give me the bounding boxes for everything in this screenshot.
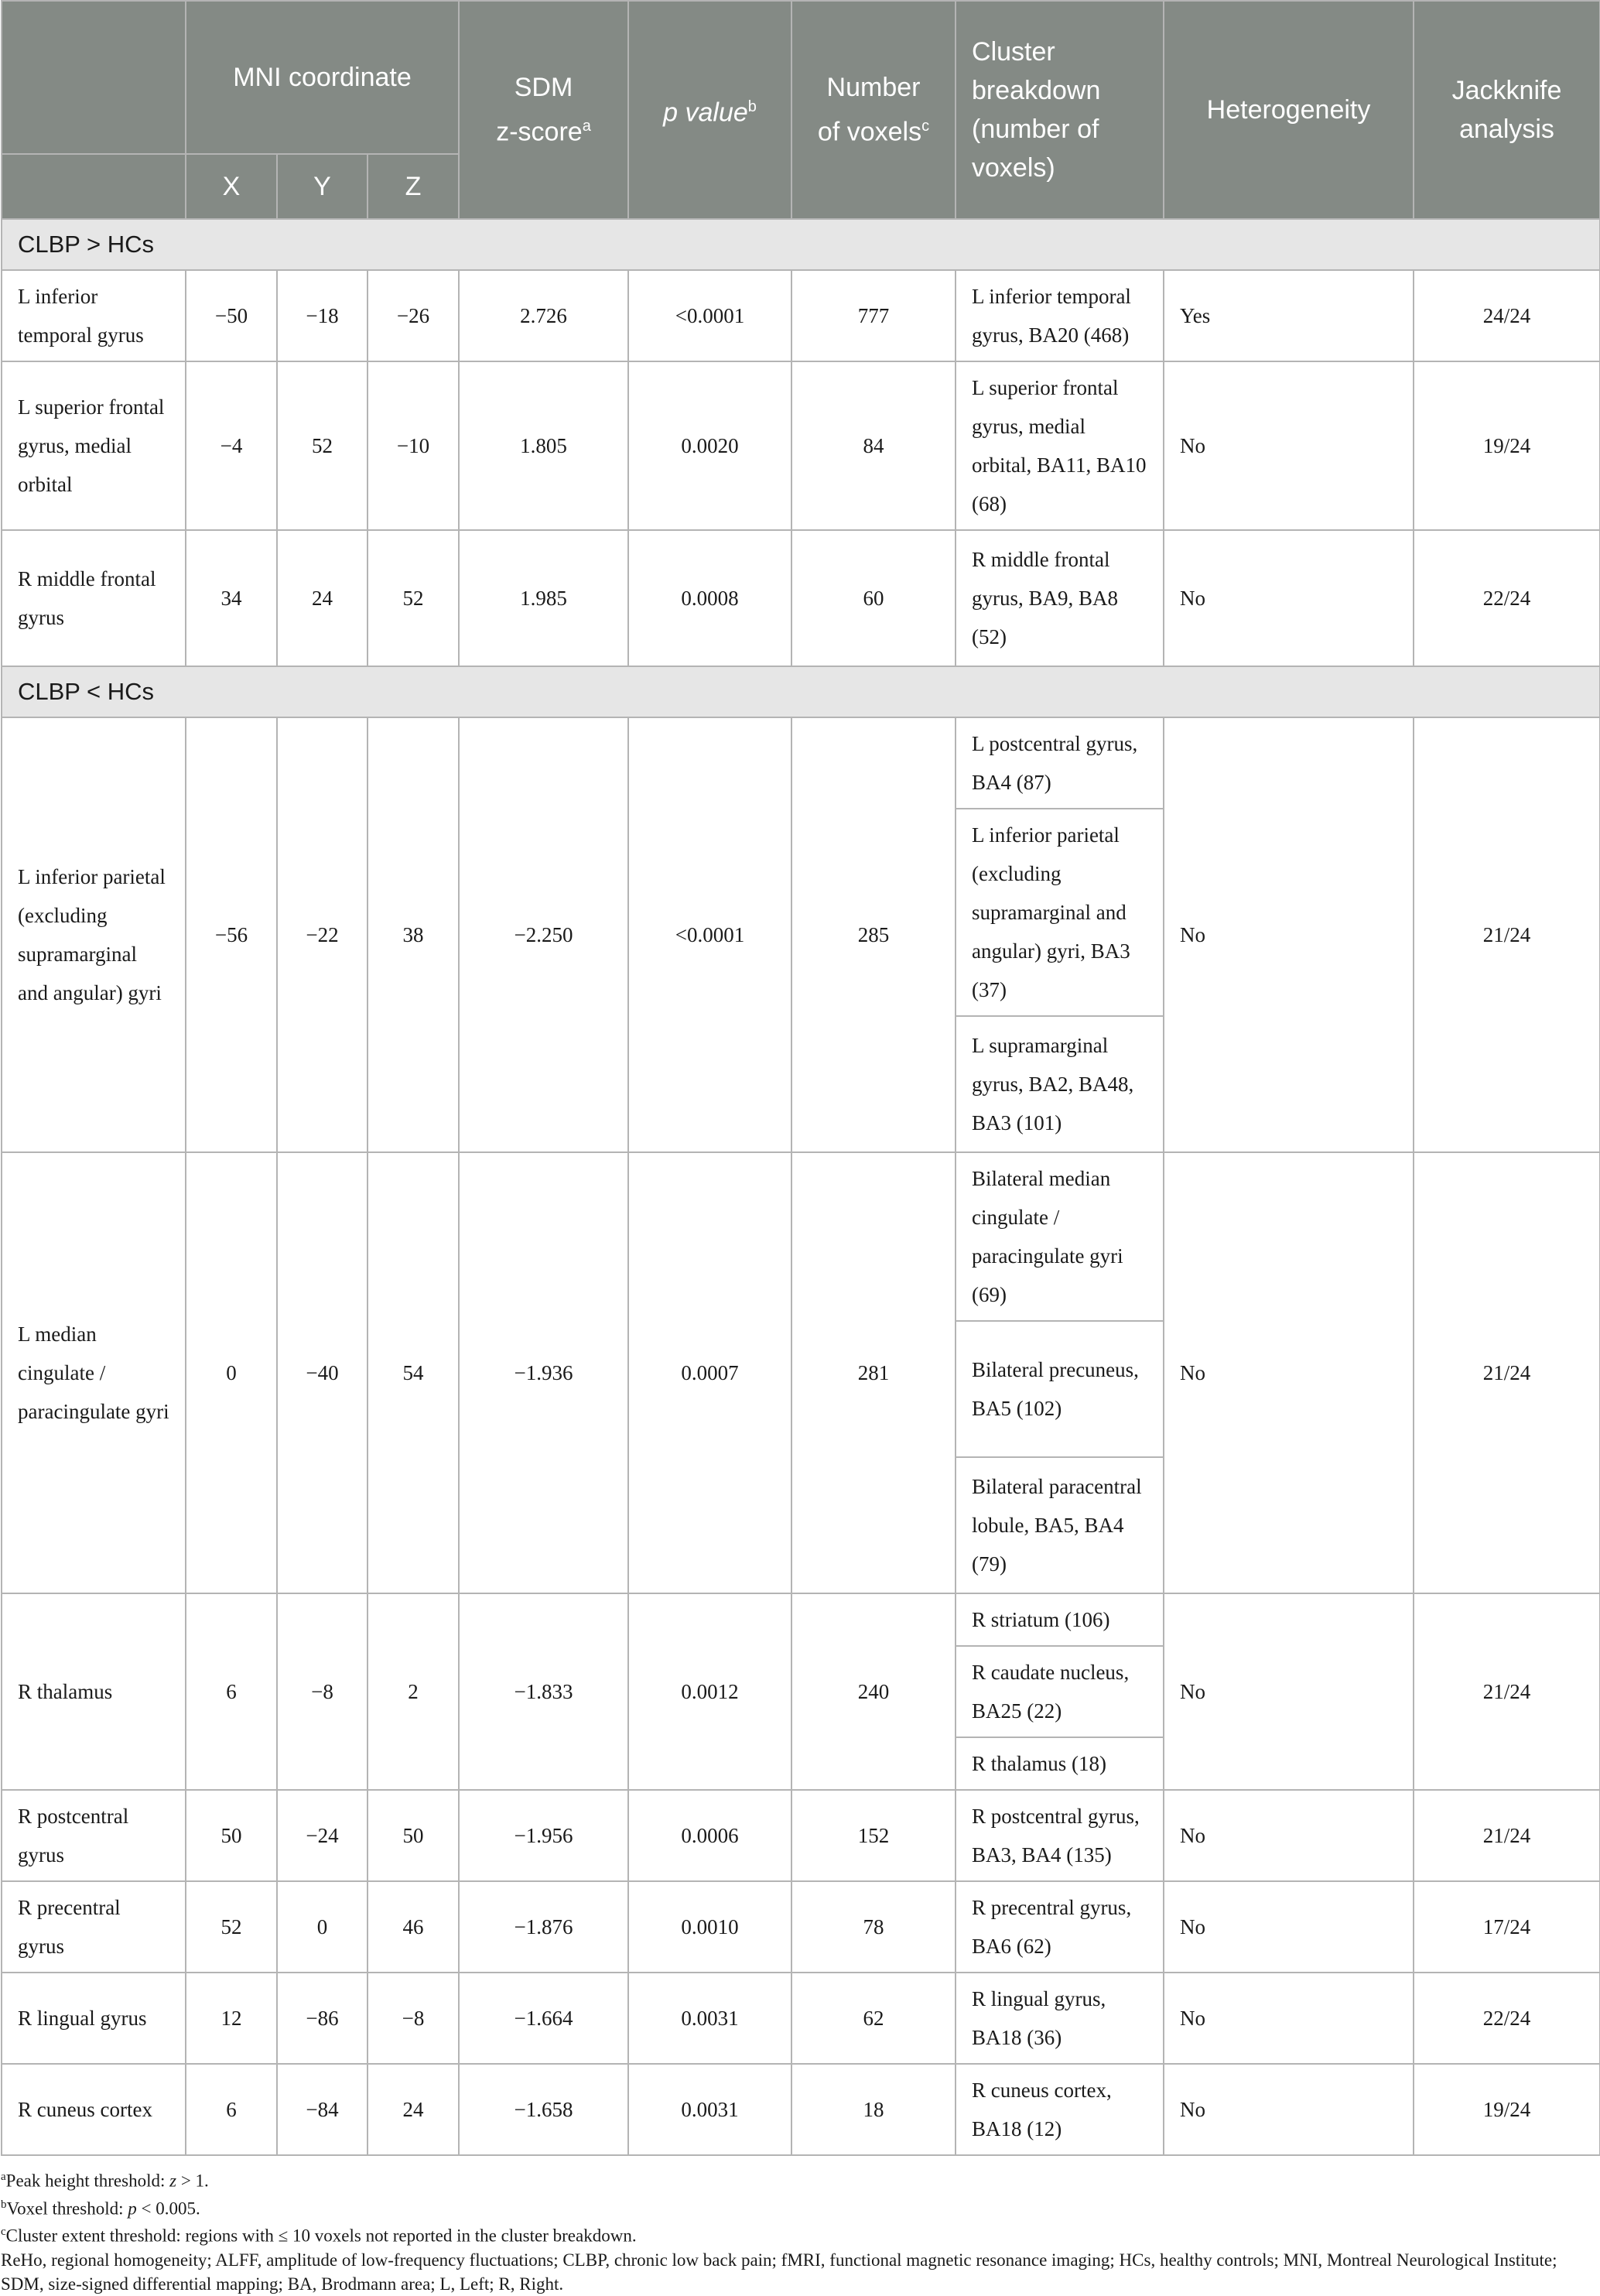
table-row bbox=[2, 1152, 1600, 1321]
section-title: CLBP > HCs bbox=[2, 219, 1600, 270]
table-row bbox=[2, 530, 1600, 666]
voxels-cell: 78 bbox=[791, 1881, 956, 1973]
region-cell: R cuneus cortex bbox=[2, 2064, 186, 2155]
voxels-cell: 60 bbox=[791, 530, 956, 666]
region-cell: R lingual gyrus bbox=[2, 1973, 186, 2064]
jackknife-cell: 21/24 bbox=[1414, 717, 1600, 1152]
header-number-of-voxels: Number of voxels$^c$ bbox=[791, 1, 956, 219]
section-title: CLBP < HCs bbox=[2, 666, 1600, 717]
mni-z-cell: 50 bbox=[368, 1790, 459, 1881]
mni-y-cell: −18 bbox=[277, 270, 368, 361]
mni-y-cell: −24 bbox=[277, 1790, 368, 1881]
jackknife-cell: 19/24 bbox=[1414, 361, 1600, 530]
heterogeneity-cell: Yes bbox=[1164, 270, 1414, 361]
heterogeneity-cell: No bbox=[1164, 717, 1414, 1152]
mni-x-cell: 52 bbox=[186, 1881, 277, 1973]
mni-x-cell: −50 bbox=[186, 270, 277, 361]
header-region-blank-lower bbox=[2, 154, 186, 219]
header-p-value: p value$^b$ bbox=[628, 1, 791, 219]
sdm-zscore-cell: −1.833 bbox=[459, 1593, 628, 1790]
section-row bbox=[2, 666, 1600, 717]
results-table bbox=[1, 0, 1600, 2156]
voxels-cell: 240 bbox=[791, 1593, 956, 1790]
sdm-zscore-cell: −1.956 bbox=[459, 1790, 628, 1881]
voxels-cell: 281 bbox=[791, 1152, 956, 1593]
mni-x-cell: 6 bbox=[186, 1593, 277, 1790]
p-value-cell: 0.0031 bbox=[628, 2064, 791, 2155]
mni-y-cell: −84 bbox=[277, 2064, 368, 2155]
heterogeneity-cell: No bbox=[1164, 1973, 1414, 2064]
mni-z-cell: 2 bbox=[368, 1593, 459, 1790]
mni-z-cell: 38 bbox=[368, 717, 459, 1152]
voxels-cell: 62 bbox=[791, 1973, 956, 2064]
mni-z-cell: −8 bbox=[368, 1973, 459, 2064]
sdm-zscore-cell: −2.250 bbox=[459, 717, 628, 1152]
cluster-breakdown-cell: R middle frontal gyrus, BA9, BA8 (52) bbox=[956, 530, 1164, 666]
jackknife-cell: 21/24 bbox=[1414, 1790, 1600, 1881]
cluster-breakdown-cell: R postcentral gyrus, BA3, BA4 (135) bbox=[956, 1790, 1164, 1881]
mni-y-cell: 52 bbox=[277, 361, 368, 530]
header-jackknife: Jackknife analysis bbox=[1414, 1, 1600, 219]
table-row bbox=[2, 1881, 1600, 1973]
cluster-breakdown-cell: Bilateral paracentral lobule, BA5, BA4 (79) bbox=[956, 1457, 1164, 1593]
p-value-cell: 0.0008 bbox=[628, 530, 791, 666]
jackknife-cell: 19/24 bbox=[1414, 2064, 1600, 2155]
heterogeneity-cell: No bbox=[1164, 361, 1414, 530]
header-y: Y bbox=[277, 154, 368, 219]
sdm-zscore-cell: −1.936 bbox=[459, 1152, 628, 1593]
sdm-zscore-cell: −1.876 bbox=[459, 1881, 628, 1973]
sdm-zscore-cell: 2.726 bbox=[459, 270, 628, 361]
table-row bbox=[2, 1790, 1600, 1881]
p-value-cell: 0.0006 bbox=[628, 1790, 791, 1881]
table-row bbox=[2, 1973, 1600, 2064]
table-footnotes bbox=[0, 2165, 1595, 2296]
mni-y-cell: 24 bbox=[277, 530, 368, 666]
mni-z-cell: 54 bbox=[368, 1152, 459, 1593]
header-mni-coordinate: MNI coordinate bbox=[186, 1, 459, 154]
cluster-breakdown-cell: Bilateral median cingulate / paracingulate gyri (69) bbox=[956, 1152, 1164, 1321]
cluster-breakdown-cell: R cuneus cortex, BA18 (12) bbox=[956, 2064, 1164, 2155]
table-row bbox=[2, 2064, 1600, 2155]
footnote-abbreviations: ReHo, regional homogeneity; ALFF, amplitude of low-frequency fluctuations; CLBP, chronic low back pain; fMRI, functional magnetic resonance imaging; HCs, healthy controls; MNI, Montreal Neurological Institute; SDM, size-signed differential mapping; BA, Brodmann area; L, Left; R, Right. bbox=[1, 2250, 1557, 2294]
cluster-breakdown-cell: R striatum (106) bbox=[956, 1593, 1164, 1646]
footnote-b: $^b$Voxel threshold: p < 0.005. bbox=[1, 2198, 200, 2219]
mni-x-cell: 12 bbox=[186, 1973, 277, 2064]
p-value-cell: 0.0010 bbox=[628, 1881, 791, 1973]
mni-z-cell: 24 bbox=[368, 2064, 459, 2155]
cluster-breakdown-cell: Bilateral precuneus, BA5 (102) bbox=[956, 1321, 1164, 1457]
voxels-cell: 18 bbox=[791, 2064, 956, 2155]
heterogeneity-cell: No bbox=[1164, 1881, 1414, 1973]
table-header bbox=[2, 1, 1600, 219]
p-value-cell: <0.0001 bbox=[628, 270, 791, 361]
section-row bbox=[2, 219, 1600, 270]
p-value-cell: 0.0020 bbox=[628, 361, 791, 530]
region-cell: R middle frontal gyrus bbox=[2, 530, 186, 666]
jackknife-cell: 21/24 bbox=[1414, 1593, 1600, 1790]
mni-x-cell: 50 bbox=[186, 1790, 277, 1881]
mni-x-cell: 0 bbox=[186, 1152, 277, 1593]
header-z: Z bbox=[368, 154, 459, 219]
mni-z-cell: 46 bbox=[368, 1881, 459, 1973]
mni-x-cell: 34 bbox=[186, 530, 277, 666]
footnote-a: $^a$Peak height threshold: z > 1. bbox=[1, 2171, 209, 2191]
cluster-breakdown-cell: L postcentral gyrus, BA4 (87) bbox=[956, 717, 1164, 809]
sdm-zscore-cell: 1.805 bbox=[459, 361, 628, 530]
footnote-c: $^c$Cluster extent threshold: regions with ≤ 10 voxels not reported in the cluster breakdown. bbox=[1, 2226, 637, 2246]
jackknife-cell: 22/24 bbox=[1414, 530, 1600, 666]
mni-y-cell: −8 bbox=[277, 1593, 368, 1790]
header-heterogeneity: Heterogeneity bbox=[1164, 1, 1414, 219]
mni-z-cell: −26 bbox=[368, 270, 459, 361]
jackknife-cell: 24/24 bbox=[1414, 270, 1600, 361]
cluster-breakdown-cell: R precentral gyrus, BA6 (62) bbox=[956, 1881, 1164, 1973]
mni-x-cell: 6 bbox=[186, 2064, 277, 2155]
voxels-cell: 84 bbox=[791, 361, 956, 530]
header-cluster-breakdown: Cluster breakdown (number of voxels) bbox=[956, 1, 1164, 219]
table-row bbox=[2, 717, 1600, 809]
mni-x-cell: −4 bbox=[186, 361, 277, 530]
mni-y-cell: −40 bbox=[277, 1152, 368, 1593]
sdm-zscore-cell: −1.658 bbox=[459, 2064, 628, 2155]
table-row bbox=[2, 1593, 1600, 1646]
sdm-zscore-cell: −1.664 bbox=[459, 1973, 628, 2064]
voxels-cell: 152 bbox=[791, 1790, 956, 1881]
jackknife-cell: 21/24 bbox=[1414, 1152, 1600, 1593]
region-cell: L median cingulate / paracingulate gyri bbox=[2, 1152, 186, 1593]
cluster-breakdown-cell: L inferior temporal gyrus, BA20 (468) bbox=[956, 270, 1164, 361]
sdm-zscore-cell: 1.985 bbox=[459, 530, 628, 666]
mni-y-cell: 0 bbox=[277, 1881, 368, 1973]
voxels-cell: 285 bbox=[791, 717, 956, 1152]
region-cell: R thalamus bbox=[2, 1593, 186, 1790]
heterogeneity-cell: No bbox=[1164, 1152, 1414, 1593]
heterogeneity-cell: No bbox=[1164, 1790, 1414, 1881]
table-body bbox=[2, 219, 1600, 2155]
mni-z-cell: 52 bbox=[368, 530, 459, 666]
table-row bbox=[2, 270, 1600, 361]
mni-z-cell: −10 bbox=[368, 361, 459, 530]
p-value-cell: 0.0012 bbox=[628, 1593, 791, 1790]
p-value-cell: 0.0007 bbox=[628, 1152, 791, 1593]
cluster-breakdown-cell: R thalamus (18) bbox=[956, 1737, 1164, 1790]
region-cell: L inferior parietal (excluding supramarginal and angular) gyri bbox=[2, 717, 186, 1152]
p-value-cell: <0.0001 bbox=[628, 717, 791, 1152]
cluster-breakdown-cell: R lingual gyrus, BA18 (36) bbox=[956, 1973, 1164, 2064]
region-cell: R precentral gyrus bbox=[2, 1881, 186, 1973]
mni-x-cell: −56 bbox=[186, 717, 277, 1152]
header-region-blank bbox=[2, 1, 186, 154]
heterogeneity-cell: No bbox=[1164, 1593, 1414, 1790]
header-x: X bbox=[186, 154, 277, 219]
cluster-breakdown-cell: R caudate nucleus, BA25 (22) bbox=[956, 1646, 1164, 1737]
region-cell: L superior frontal gyrus, medial orbital bbox=[2, 361, 186, 530]
region-cell: L inferior temporal gyrus bbox=[2, 270, 186, 361]
heterogeneity-cell: No bbox=[1164, 530, 1414, 666]
table-row bbox=[2, 361, 1600, 530]
header-sdm-zscore: SDM z-score$^a$ bbox=[459, 1, 628, 219]
mni-y-cell: −22 bbox=[277, 717, 368, 1152]
heterogeneity-cell: No bbox=[1164, 2064, 1414, 2155]
p-value-cell: 0.0031 bbox=[628, 1973, 791, 2064]
voxels-cell: 777 bbox=[791, 270, 956, 361]
cluster-breakdown-cell: L inferior parietal (excluding supramarginal and angular) gyri, BA3 (37) bbox=[956, 809, 1164, 1016]
region-cell: R postcentral gyrus bbox=[2, 1790, 186, 1881]
mni-y-cell: −86 bbox=[277, 1973, 368, 2064]
jackknife-cell: 17/24 bbox=[1414, 1881, 1600, 1973]
cluster-breakdown-cell: L superior frontal gyrus, medial orbital, BA11, BA10 (68) bbox=[956, 361, 1164, 530]
jackknife-cell: 22/24 bbox=[1414, 1973, 1600, 2064]
cluster-breakdown-cell: L supramarginal gyrus, BA2, BA48, BA3 (101) bbox=[956, 1016, 1164, 1152]
